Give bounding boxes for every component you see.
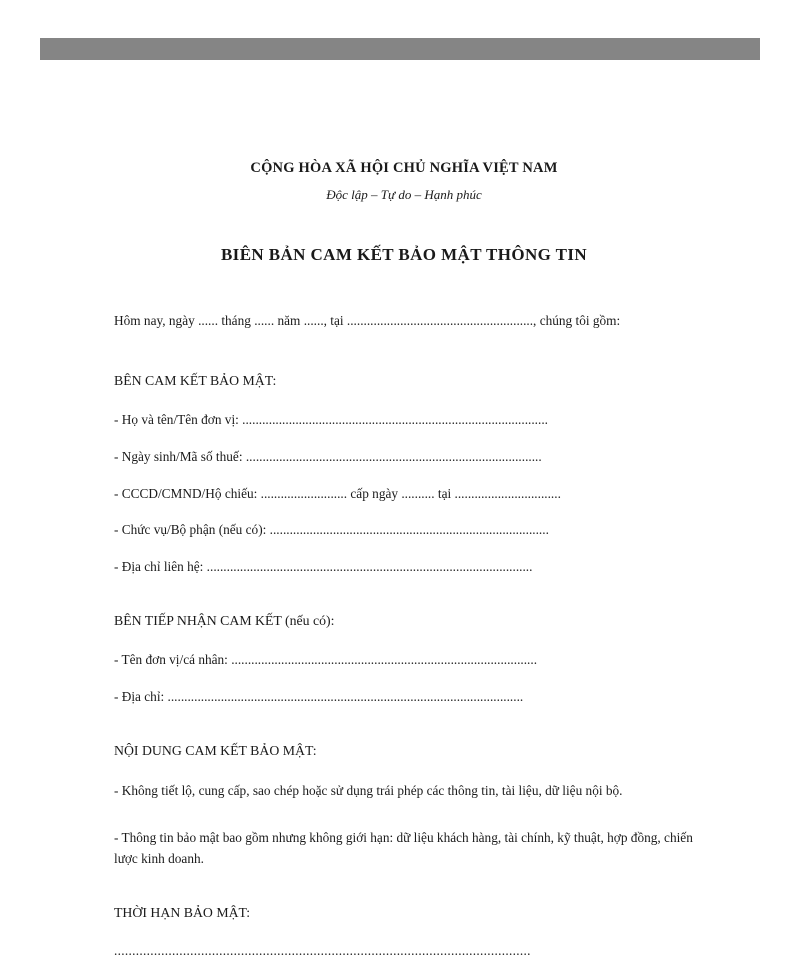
- field-line-full-name: - Họ và tên/Tên đơn vị: ............................................................................................: [114, 411, 548, 427]
- section-heading-duration: THỜI HẠN BẢO MẬT:: [114, 905, 251, 921]
- field-line-birthdate-taxcode: - Ngày sinh/Mã số thuế: .........................................................................................: [114, 448, 542, 464]
- national-motto: Độc lập – Tự do – Hạnh phúc: [326, 187, 482, 202]
- section-heading-receiving-party: BÊN TIẾP NHẬN CAM KẾT (nếu có):: [114, 613, 335, 629]
- document-title: BIÊN BẢN CAM KẾT BẢO MẬT THÔNG TIN: [220, 245, 588, 264]
- document-page: [40, 60, 760, 959]
- section-heading-confidentiality-content: NỘI DUNG CAM KẾT BẢO MẬT:: [114, 742, 317, 758]
- clause-no-disclosure: - Không tiết lộ, cung cấp, sao chép hoặc sử dụng trái phép các thông tin, tài liệu, dữ liệu nội bộ.: [114, 782, 623, 798]
- toolbar-strip[interactable]: [40, 38, 760, 60]
- duration-blank-line: ...................................................................................................................: [114, 943, 531, 959]
- section-heading-committing-party: BÊN CAM KẾT BẢO MẬT:: [114, 372, 277, 388]
- field-line-address: - Địa chỉ: ...........................................................................................................: [114, 688, 524, 704]
- field-line-org-or-person-name: - Tên đơn vị/cá nhân: ............................................................................................: [114, 652, 538, 667]
- national-title: CỘNG HÒA XÃ HỘI CHỦ NGHĨA VIỆT NAM: [250, 160, 558, 176]
- clause-scope-of-information: - Thông tin bảo mật bao gồm nhưng không giới hạn: dữ liệu khách hàng, tài chính, kỹ thuật, hợp đồng, chiến lược kinh doanh.: [114, 829, 693, 867]
- intro-line: Hôm nay, ngày ...... tháng ...... năm ......, tại ........................................................, chúng tôi gồm:: [114, 313, 621, 328]
- document-content: [114, 160, 694, 961]
- field-line-id-number: - CCCD/CMND/Hộ chiếu: .......................... cấp ngày .......... tại ................................: [114, 485, 561, 501]
- field-line-position: - Chức vụ/Bộ phận (nếu có): ....................................................................................: [114, 522, 549, 538]
- field-line-contact-address: - Địa chỉ liên hệ: ..................................................................................................: [114, 559, 533, 575]
